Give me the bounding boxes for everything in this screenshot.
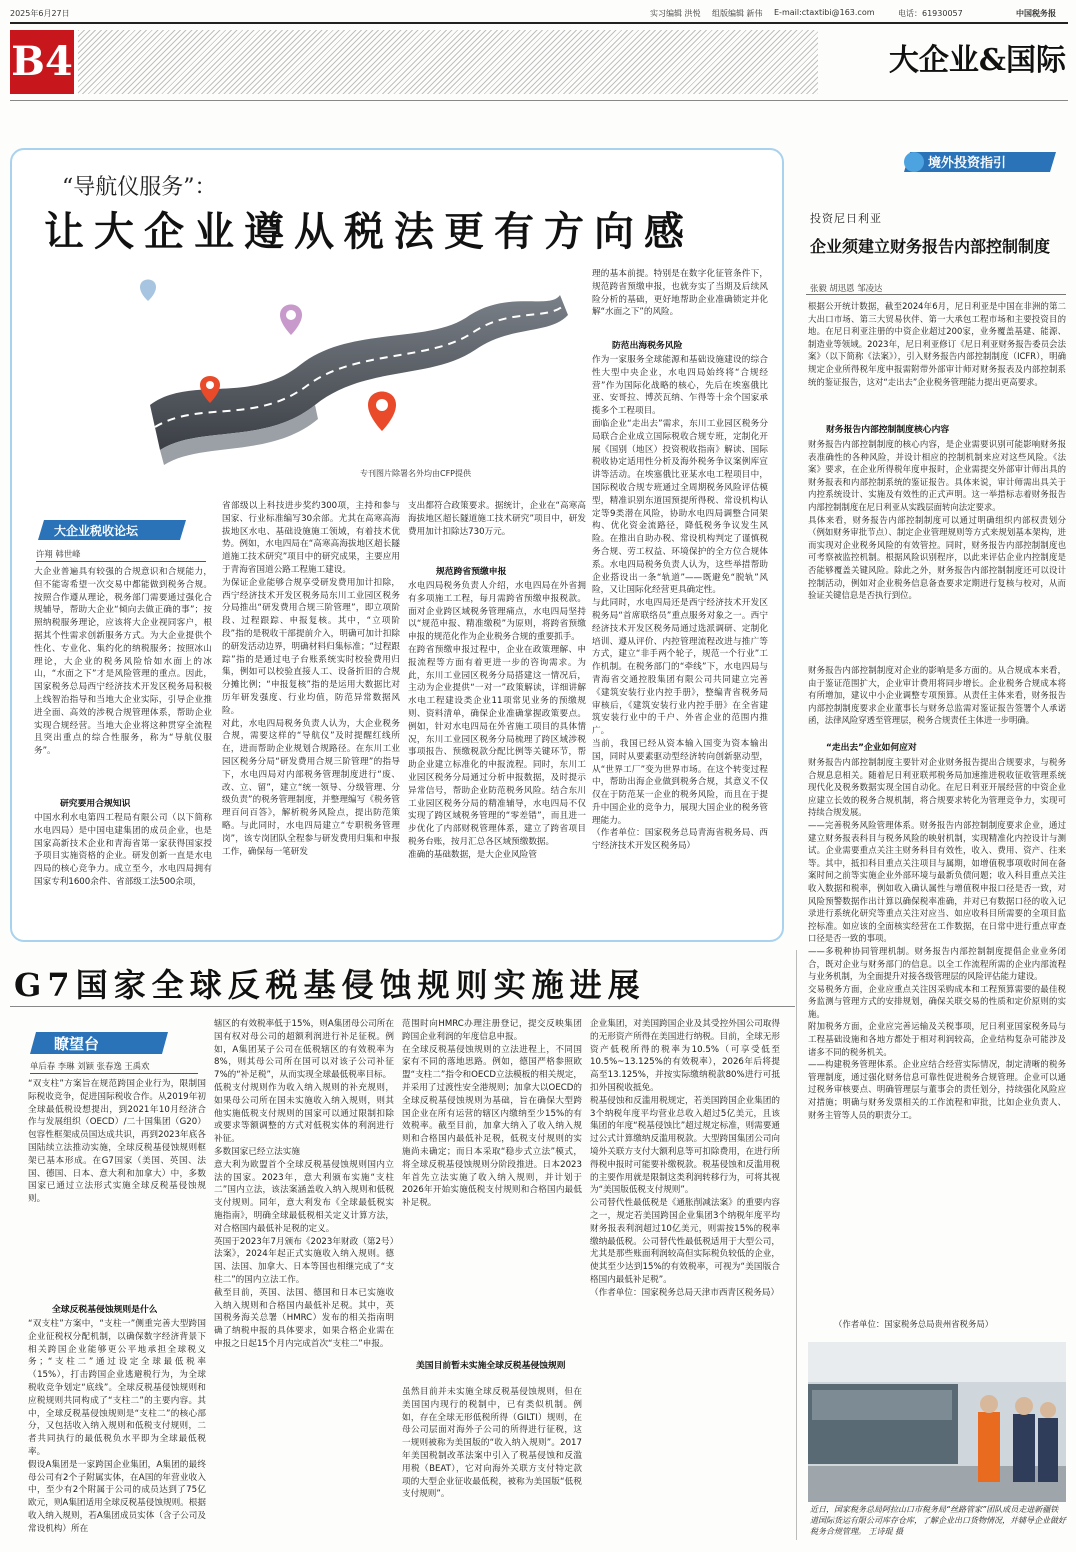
feature-col3b: 水电四局税务负责人介绍，水电四局在外省拥有多项施工工程，每月需跨省预缴申报税款。面对企业跨区域税务管理痛点，水电四局坚持以“规范申报、精准缴税”为原则，将跨省预缴申报的规范化作为企业税务合规的重要抓手。 在跨省预缴申报过程中，企业在政策理解、申报流程等方面有着更进一步的咨询需求。为此，东川工业园区税务分局搭建这一情况后，主动为企业提供“一对一”政策解读，详细讲解水电工程建设类企业11项常见业务的预缴规则、资料清单，确保企业准确掌握政策要点。例如，针对水电四局在外省施工项目的具体情况，东川工业园区税务分局梳理了跨区域涉税事项报告、预缴税款分配比例等关键环节，帮助企业建立标准化的申报流程。同时，东川工业园区税务分局通过分析申报数据，及时提示异常信号，帮助企业防范税务风险。结合东川工业园区税务分局的精准辅导，水电四局不仅实现了跨区域税务管理的“零差错”，而且进一步优化了内部财税管理体系，建立了跨省项目税务台账，按月汇总各区域预缴数据。 准确的基础数据，是大企业风险管 bbox=[408, 581, 586, 860]
feature-col2: 省部级以上科技进步奖约300项，主持和参与国家、行业标准编写30余部。尤其在高寒高海拔地区水电、基础设施施工领域，有着技术优势。例如，水电四局在“高寒高海拔地区超长隧道施工技术研究”项目中的研究成果，主要应用于青海省国道公路工程施工建设。 为保证企业能够合规享受研发费用加计扣除，西宁经济技术开发区税务局东川工业园区税务分局推出“研发费用合规三阶管理”，即立项阶段、过程跟踪、申报复核。其中，“立项阶段”指的是税收干部提前介入，明确可加计扣除的研发活动边界，明确材料归集标准；“过程跟踪”指的是通过电子台账系统实时校验费用归集，例如可以校验直接人工、设备折旧的合规分摊比例；“申报复核”指的是运用大数据比对历年研发强度、行业均值，防范异常数据风险。 对此，水电四局税务负责人认为，大企业税务合规，需要这样的“导航仪”及时提醒红线所在，进而帮助企业规划合规路径。在东川工业园区税务分局“研发费用合规三阶管理”的指导下，水电四局对内部税务管理制度进行“废、改、立、留”，建立“统一领导、分级管理、分级负责”的税务管理制度，并整理编写《税务管理百问百答》，解析税务风险点，提出防范策略。与此同时，水电四局建立“专职税务管理岗”，该专岗团队全程参与研发费用归集和申报工作，确保每一笔研发 bbox=[222, 501, 400, 857]
right-intro: 根据公开统计数据，截至2024年6月，尼日利亚是中国在非洲的第二大出口市场、第三大贸易伙伴、第一大承包工程市场和主要投资目的地。在尼日利亚注册的中资企业超过200家，业务覆盖基建、能源、制造业等领域。2023年，尼日利亚修订《尼日利亚财务报告委员会法案》（以下简称《法案》），引入财务报告内部控制制度（ICFR），明确规定企业所得税年度申报需附带外部审计师对财务报表及内部控制系统的鉴证报告，这对“走出去”企业税务管理能力提出更高要求。 bbox=[808, 301, 1066, 387]
feature-col1: 大企业普遍具有较强的合规意识和合规能力，但不能寄希望一次交易中都能做到税务合规。按照合作遵从理论，税务部门需要通过强化合规辅导，帮助大企业“倾向去做正确的事”；按照纳税服务理论，应该将大企业视同客户，根据其个性需求创新服务方式。为大企业提供个性化、专业化、集约化的纳税服务；按照冰山理论，大企业的税务风险恰如水面上的冰山，“水面之下”才是风险管理的重点。因此，国家税务总局西宁经济技术开发区税务局积极上线智治指导和当地大企业实际，引导企业推进全面、高效的涉税合规管理体系，帮助企业实现合规经营。当地大企业将这种贯穿全流程且突出重点的综合性服务，称为“导航仪服务”。 bbox=[34, 567, 212, 757]
right-para1: 财务报告内部控制制度的核心内容，是企业需要识别可能影响财务报表准确性的各种风险，并设计相应的控制机制来应对这些风险。《法案》要求，在企业所得税年度申报时，企业需提交外部审计师出具的财务报表和内部控制系统的鉴证报告。具体来说，审计师需出具关于内控系统设计、实施及有效性的正式声明。这一举措标志着财务报告内部控制制度在尼日利亚从实践层面转向法定要求。 具体来看，财务报告内部控制制度可以通过明确组织内部权责划分（例如财务审批节点）、制定企业管理规则等方式来规划基本架构，进而实现对企业税务风险的有效管控。同时，财务报告内部控制制度也可考察被监控机制。根据风险识别程序，以此来评估企业内控制度是否能够覆盖关键风险。除此之外，财务报告内部控制制度还可以设计控制活动，例如对企业税务信息备查要求定期进行复核与校对，从而验证关键信息是否执行到位。 bbox=[808, 439, 1066, 601]
right-para2: 财务报告内部控制制度对企业的影响是多方面的。从合规成本来看，由于鉴证范围扩大，企业审计费用将同步增长。企业税务合规成本将有所增加，建议中小企业调整专项预算。从责任主体来看，财务报告内部控制制度要求企业董事长与财务总监需对鉴证报告签署个人承诺函，法律风险穿透至管理层，税务合规责任主体进一步明确。 bbox=[808, 665, 1066, 726]
svg-text:瞭望台: 瞭望台 bbox=[54, 1035, 100, 1053]
g7-byline-rule bbox=[30, 1073, 198, 1074]
header-divider bbox=[10, 100, 1068, 101]
masthead-bar bbox=[10, 8, 1068, 22]
right-para3: 财务报告内部控制制度主要针对企业财务报告提出合规要求，与税务合规息息相关。随着尼日利亚联邦税务局加速推进税收征收管理系统现代化及税务数据实现全国自动化。在尼日利亚开展经营的中资企业应建立长效的税务合规机制，将合规要求转化为管理竞争力，实现可持续合规发展。 ——完善税务风险管理体系。财务报告内部控制制度要求企业，通过建立财务报表科目与税务风险的映射机制，实现精准化内控设计与测试。企业需要重点关注主财务科目有效性，收入、费用、资产、往来等。其中，抵扣科目重点关注项目与属期，如增值税事项收时间在备案时间之前等实施企业外部环境与最新负债问题；收入科目重点关注收入数据和税率，例如收入确认属性与增值税申报口径是否一致，对风险预警数据作出计算以确保税率准确，并对已有数据口径的收入记录进行系统化研究等重点关注对应当、如应收科目所需要的全项目监控标准。如应该的全面核实经营在工作数据，在日常中进行重点审查口径是否一致的事项。 ——多税种协同管理机制。财务报告内部控制制度提倡企业业务闭合，既对企业与财务部门的信息。以全工作流程所需的企业内部流程与业务机制，为全面提升对接各级管理层的风险评估能力建设。 交易税务方面，企业应重点关注因采购成本和工程预算需要的最佳税务监测与管理方式的安排规划，确保关联交易的性质和定价原则的实施。 附加税务方面，企业应完善运输及关税事项，尼日利亚国家税务局与工程基础设施和各地方都处于相对利润较高，企业结构复杂可能涉及诸多不同的税务机关。 ——构建税务管理体系。企业应结合经营实际情况，制定清晰的税务管理制度，通过强化财务信息可靠性促进税务合规管理。企业可以通过税务审核要点、明确管理层与董事会的责任划分，持续强化风险应对措施；明确与财务发票相关的工作流程和审批，比如企业负责人、财务主管等人员的职责分工。 bbox=[808, 757, 1066, 1120]
customs-photo bbox=[808, 1342, 1066, 1502]
subhead-what-is-globe: 全球反税基侵蚀规则是什么 bbox=[52, 1305, 158, 1315]
map-pin-icon bbox=[368, 392, 396, 432]
right-byline-rule bbox=[806, 294, 1066, 295]
subhead-us-status: 美国目前暂未实施全球反税基侵蚀规则 bbox=[416, 1361, 566, 1371]
feature-headline: 让大企业遵从税法更有方向感 bbox=[44, 208, 694, 255]
g7-byline: 单后春 李琳 刘颖 张春逸 王禹欢 bbox=[30, 1061, 150, 1071]
column-badge bbox=[36, 518, 188, 542]
layout-editor: 组版编辑 新伟 bbox=[712, 9, 763, 18]
subhead-research-compliance: 研究要用合规知识 bbox=[60, 799, 131, 809]
feature-byline: 许翔 韩世峰 bbox=[36, 549, 81, 559]
intern-editor: 实习编辑 洪悦 bbox=[650, 9, 701, 18]
g7-col3b: 虽然目前并未实施全球反税基侵蚀规则，但在美国国内现行的税制中，已有类似机制。例如，存在全球无形低税所得（GILTI）规则，在母公司层面对海外子公司的所得进行征税，这一规则被称为美国版的“收入纳入规则”。2017年美国税制改革法案中引入了税基侵蚀和反滥用税（BEAT），它对向海外关联方支付特定款项的大型企业征收最低税，被称为美国版“低税支付规则”。 bbox=[402, 1387, 582, 1500]
subhead-going-global: “走出去”企业如何应对 bbox=[826, 743, 917, 753]
feature-col3: 支出都符合政策要求。据统计，企业在“高寒高海拔地区超长隧道施工技术研究”项目中，研发费用加计扣除达730万元。 bbox=[408, 501, 586, 537]
photo-caption: 近日，国家税务总局阿拉山口市税务局“丝路管家”团队成员走进新疆铁道国际货运有限公司库存仓库，了解企业出口货物情况，并辅导企业做好税务合规管理。 王诗琨 摄 bbox=[810, 1505, 1066, 1536]
subhead-cross-province: 规范跨省预缴申报 bbox=[436, 567, 507, 577]
map-pin-icon bbox=[140, 280, 156, 302]
globe-icon bbox=[904, 152, 924, 172]
column-badge-label: 大企业税收论坛 bbox=[54, 524, 139, 538]
road-illustration bbox=[130, 255, 570, 495]
g7-col1: “双支柱”方案旨在规范跨国企业行为，限制国际税收竞争，促进国际税收合作。从2019年初全球最低税设想提出，到2021年10月经济合作与发展组织（OECD）/二十国集团（G20）包容性框架成员国达成共识，再到2023年底各国陆续立法推动实施，全球反税基侵蚀规则框架已基本形成。在G7国家（美国、英国、法国、德国、日本、意大利和加拿大）中，多数国家已通过立法形式实施全球反税基侵蚀规则。 bbox=[28, 1079, 206, 1205]
right-byline: 张毅 胡迅恩 邹凌达 bbox=[810, 283, 883, 293]
right-author: （作者单位：国家税务总局贵州省税务局） bbox=[834, 1319, 994, 1329]
feature-kicker: “导航仪服务”： bbox=[62, 175, 217, 200]
image-caption: 专刊图片除署名外均由CFP提供 bbox=[360, 469, 472, 478]
g7-col4: 企业集团，对美国跨国企业及其受控外国公司取得的无形资产所得在美国进行纳税。目前，全球无形资产低税所得的税率为10.5%（可享受低至10.5%~13.125%的有效税率），2026年后将提高至13.125%，并按实际缴纳税款80%进行可抵扣外国税收抵免。 税基侵蚀和反滥用税规定，若美国跨国企业集团的3个纳税年度平均营业总收入超过5亿美元，且该集团的年度“税基侵蚀比”超过规定标准，则需要通过公式计算缴纳反滥用税款。大型跨国集团公司向境外关联方支付大额利息等可扣除费用，在进行所得税申报时可能要补缴税款。税基侵蚀和反滥用税的主要作用就是限制这类利润转移行为，可将其视为“美国版低税支付规则”。 公司替代性最低税是《通胀削减法案》的重要内容之一，规定若美国跨国企业集团3个纳税年度平均财务报表利润超过10亿美元，则需按15%的税率缴纳最低税。公司替代性最低税适用于大型公司，尤其是那些账面利润较高但实际税负较低的企业，使其至少达到15%的有效税率，可视为“美国版合格国内最低补足税”。 （作者单位：国家税务总局天津市西青区税务局） bbox=[590, 1019, 780, 1298]
issue-date: 2025年6月27日 bbox=[10, 9, 70, 18]
overseas-guide-badge bbox=[900, 150, 1058, 174]
right-kicker: 投资尼日利亚 bbox=[810, 212, 882, 225]
g7-headline: G7国家全球反税基侵蚀规则实施进展 bbox=[14, 966, 646, 1004]
svg-text:境外投资指引: 境外投资指引 bbox=[928, 156, 1007, 171]
feature-col4: 理的基本前提。特别是在数字化征管条件下，规范跨省预缴申报，也就夯实了当期及后续风险分析的基础，更好地帮助企业准确锁定并化解“水面之下”的风险。 bbox=[592, 269, 768, 318]
editor-phone: 电话：61930057 bbox=[898, 9, 963, 18]
feature-col4b: 作为一家服务全球能源和基础设施建设的综合性大型中央企业，水电四局始终将“合规经营”作为国际化战略的核心，先后在埃塞俄比亚、安哥拉、博茨瓦纳、乍得等十余个国家承揽多个工程项目。 面临企业“走出去”需求，东川工业园区税务分局联合企业成立国际税收合规专班，定制化开展《国别（地区）投资税收指南》解读、国际税收协定适用性分析及海外税务争议案例库宣讲等活动。在埃塞俄比亚某水电工程项目中，国际税收合规专班通过全周期税务风险评估模型，精准识别东道国预提所得税、常设机构认定等9类潜在风险，协助水电四局调整合同架构、优化资金流路径，降低税务争议发生风险。在推出自助办税、常设机构判定了谨慎税务合规、劳工权益、环境保护的全方位合规体系。水电四局税务负责人认为，这些举措帮助企业搭设出一条“轨道”——既避免“脱轨”风险，又让国际化经营更具确定性。 与此同时，水电四局还是西宁经济技术开发区税务局“首席联络员”重点服务对象之一。西宁经济技术开发区税务局通过选派调研、定制化培训、遵从评价、内控管理流程改进与推广等方式，建立“非手两个轮子，规范一个行业”工作机制。在税务部门的“牵线”下，水电四局与青海省交通控股集团有限公司共同建立完善《建筑安装行业内控手册》，整编青省税务局审核后，《建筑安装行业内控手册》在全省建筑安装行业中的千户、外省企业的范围内推广。 当前，我国已经从资本输入国变为资本输出国，同时从要素驱动型经济转向创新驱动型，从“世界工厂”变为世界市场。在这个转变过程中，帮助出海企业做到税务合规，其意义不仅仅在于防范某一企业的税务风险，而且在于提升中国企业的竞争力，展现大国企业的税务管理能力。 （作者单位：国家税务总局青海省税务局、西宁经济技术开发区税务局） bbox=[592, 355, 768, 852]
page-number: B4 bbox=[10, 30, 74, 94]
g7-col2: 辖区的有效税率低于15%，则A集团母公司所在国有权对母公司的超额利润进行补足征税。例如，A集团某子公司在低税辖区的有效税率为8%，则其母公司所在国可以对该子公司补征7%的“补足税”，从而实现全球最低税率目标。 低税支付规则作为收入纳入规则的补充规则，如果母公司所在国未实施收入纳入规则，则其他实施低税支付规则的国家可以通过限制扣除或要求等额调整的方式对低税实体的利润进行补征。 多数国家已经立法实施 意大利为欧盟首个全球反税基侵蚀规则国内立法的国家。2023年，意大利颁布实施“支柱二”国内立法，该法案涵盖收入纳入规则和低税支付规则。同年，意大利发布《全球最低税实施指南》，明确全球最低税相关定义计算方法，对合格国内最低补足税的定义。 英国于2023年7月颁布《2023年财政（第2号）法案》，2024年起正式实施收入纳入规则。德国、法国、加拿大、日本等国也相继完成了“支柱二”的国内立法工作。 截至目前，英国、法国、德国和日本已实施收入纳入规则和合格国内最低补足税。其中，英国税务海关总署（HMRC）发布的相关指南明确了纳税申报的具体要求，如果合格企业需在申报之日起15个月内完成首次“支柱二”申报。 bbox=[214, 1019, 394, 1349]
right-headline: 企业须建立财务报告内部控制制度 bbox=[810, 237, 1051, 256]
outlook-badge bbox=[30, 1030, 170, 1056]
byline-rule bbox=[36, 561, 206, 562]
feature-col1b: 中国水利水电第四工程局有限公司（以下简称水电四局）是中国电建集团的成员企业，也是国家高新技术企业和青海省第一家获得国家授予项目实施资格的企业。研发创新一直是水电四局的核心竞争力。成立至今，水电四局拥有国家专利1600余件、省部级工法500余项， bbox=[34, 813, 212, 887]
subhead-overseas-risk: 防范出海税务风险 bbox=[612, 341, 683, 351]
top-divider bbox=[10, 22, 1068, 24]
header-pattern bbox=[78, 30, 818, 94]
section-title: 大企业&国际 bbox=[888, 43, 1066, 78]
g7-col1b: “双支柱”方案中，“支柱一”侧重完善大型跨国企业征税权分配机制，以确保数字经济背景下相关跨国企业能够更公平地承担全球税义务；“支柱二”通过设定全球最低税率（15%），打击跨国企业逃避税行为，为全球税收竞争划定“底线”。全球反税基侵蚀规则和应税规则共同构成了“支柱二”的主要内容。其中，全球反税基侵蚀规则是“支柱二”的核心部分，又包括收入纳入规则和低税支付规则，二者共同执行的最低税负水平即为全球最低税率。 假设A集团是一家跨国企业集团，A集团的最终母公司有2个子附属实体，在A国的年营业收入中，至少有2个附属于公司的成员达到了75亿欧元，则A集团适用全球反税基侵蚀规则。根据收入纳入规则，若A集团成员实体（含子公司及常设机构）所在 bbox=[28, 1319, 206, 1534]
editor-email[interactable]: E-mail:ctaxtibi@163.com bbox=[774, 8, 875, 17]
column-divider bbox=[796, 950, 797, 1540]
subhead-icfr-core: 财务报告内部控制制度核心内容 bbox=[826, 425, 950, 435]
g7-col3: 范围时向HMRC办理注册登记，提交反映集团跨国企业利润的年度信息申报。 在全球反税基侵蚀规则的立法进程上，不同国家有不同的落地思路。例如，德国严格参照欧盟“支柱二”指令和OECD立法模板的相关规定，并采用了过渡性安全港规则；加拿大以OECD的全球反税基侵蚀规则为基础，旨在确保大型跨国企业在所有运营的辖区内缴纳至少15%的有效税率。截至目前，加拿大纳入了收入纳入规则和合格国内最低补足税，低税支付规则的实施尚未确定；而日本采取“稳步式立法”模式，将全球反税基侵蚀规则分阶段推进。日本2023年首先立法实施了收入纳入规则，并计划于2026年开始实施低税支付规则和合格国内最低补足税。 bbox=[402, 1019, 582, 1209]
g7-divider bbox=[10, 1006, 795, 1007]
paper-name: 中国税务报 bbox=[1016, 9, 1056, 18]
map-pin-icon bbox=[280, 305, 302, 336]
